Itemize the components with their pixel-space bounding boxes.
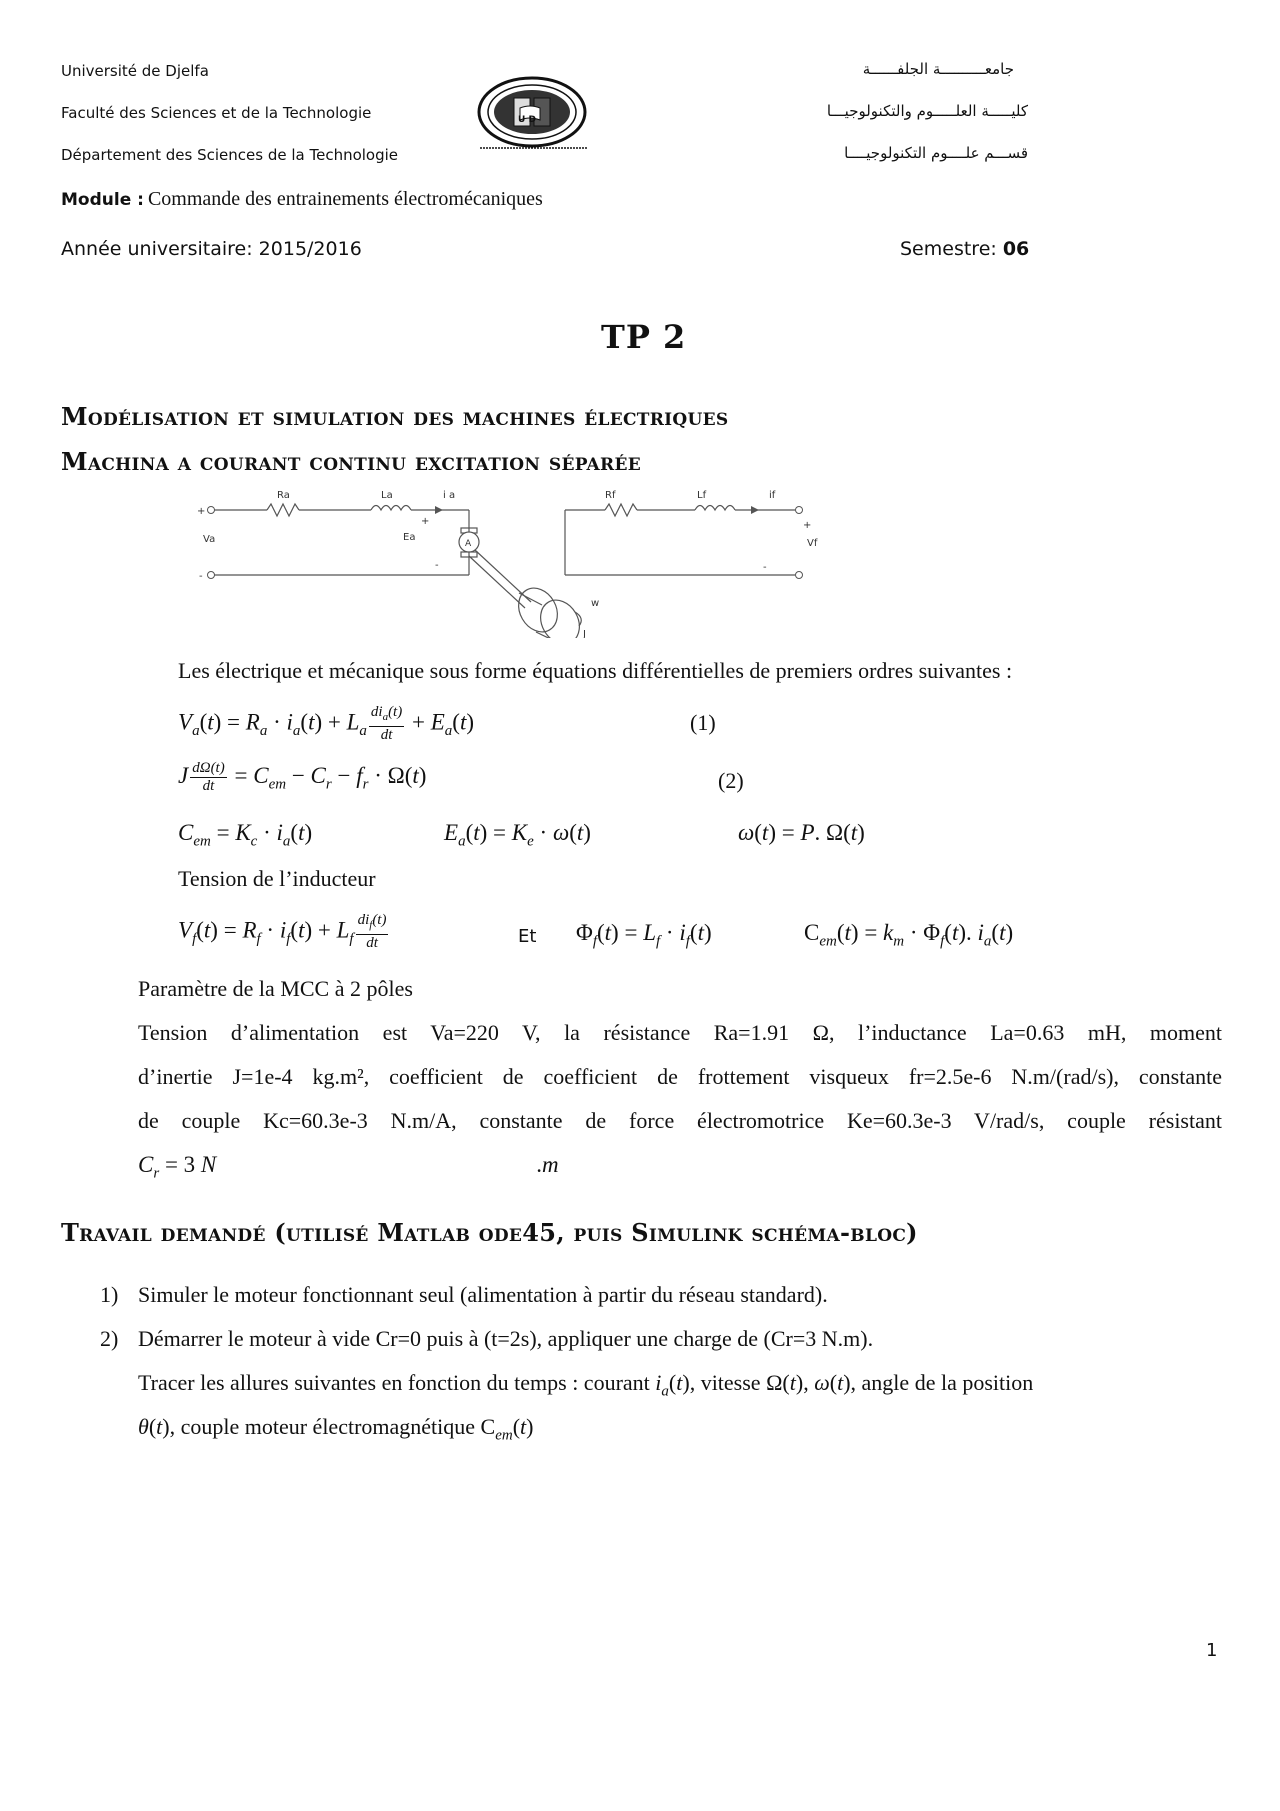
page-title: TP 2 <box>601 318 687 356</box>
equation-load-torque: $C_r = 3$ N .m <box>138 1152 559 1182</box>
trace-couple: , couple moteur électromagnétique <box>169 1414 476 1439</box>
semester <box>900 238 1029 260</box>
trace-instructions-continued: θ(t), couple moteur électromagnétique $C_{em}(t)$ <box>138 1414 534 1444</box>
arabic-department: قســـم علــــوم التكنولوجيــــا <box>844 144 1028 162</box>
university-logo <box>470 74 600 154</box>
minus-sign: - <box>199 571 203 582</box>
semester-value: 06 <box>1002 238 1030 260</box>
semester-label: Semestre: <box>900 238 997 260</box>
equation-emf: $E_a(t) = K_e \cdot \omega(t)$ <box>444 820 591 850</box>
plus-sign: + <box>197 506 206 517</box>
logo-letters: U D <box>518 115 536 125</box>
label-Va: Va <box>203 534 216 545</box>
page-number: 1 <box>1206 1640 1218 1661</box>
equation-number-1: (1) <box>690 710 716 735</box>
department-name: Département des Sciences de la Technologie <box>61 146 399 164</box>
trace-prefix: Tracer les allures suivantes en fonction du temps : courant <box>138 1370 650 1395</box>
parameters-line-1: Tension d’alimentation est Va=220 V, la résistance Ra=1.91 Ω, l’inductance La=0.63 mH, moment <box>138 1020 1222 1045</box>
faculty-name: Faculté des Sciences et de la Technologie <box>61 104 372 122</box>
equation-em-torque-flux: $C_{em}(t) = k_m \cdot \Phi_f(t)$. $i_a(t)$ <box>804 920 1014 950</box>
list-item-1: Simuler le moteur fonctionnant seul (alimentation à partir du réseau standard). <box>138 1282 828 1307</box>
trace-instructions: Tracer les allures suivantes en fonction du temps : courant $i_a(t)$, vitesse Ω(t), ω(t), angle de la position <box>138 1370 1034 1400</box>
equation-speed: ω(t) = P. Ω(t) <box>738 820 865 845</box>
arabic-university: جامعــــــــــة الجلفــــــة <box>862 60 1014 78</box>
minus-sign: - <box>435 560 439 571</box>
equation-torque: $C_{em} = K_c \cdot i_a(t)$ <box>178 820 313 850</box>
section-heading-modelisation: Modélisation et simulation des machines électriques <box>61 402 729 431</box>
label-Lf: Lf <box>697 490 707 501</box>
label-if: if <box>769 490 776 501</box>
label-A: A <box>465 539 472 549</box>
equation-number-2: (2) <box>718 768 744 793</box>
section-heading-work: Travail demandé (utilisé Matlab ode45, puis Simulink schéma-bloc) <box>61 1218 918 1247</box>
label-Ra: Ra <box>277 490 290 501</box>
module-line <box>61 188 543 211</box>
label-w: w <box>591 598 600 609</box>
module-label: Module : <box>61 190 144 210</box>
intro-text: Les électrique et mécanique sous forme équations différentielles de premiers ordres suivantes : <box>178 658 1013 683</box>
parameters-line-3: de couple Kc=60.3e-3 N.m/A, constante de force électromotrice Ke=60.3e-3 V/rad/s, couple résistant <box>138 1108 1222 1133</box>
trace-angle: , angle de la position <box>850 1370 1034 1395</box>
module-name: Commande des entrainements électromécaniques <box>147 188 543 210</box>
list-item-2: Démarrer le moteur à vide Cr=0 puis à (t=2s), appliquer une charge de (Cr=3 N.m). <box>138 1326 874 1351</box>
label-Rf: Rf <box>605 490 616 501</box>
plus-sign: + <box>803 520 812 531</box>
academic-year: Année universitaire: 2015/2016 <box>61 238 362 260</box>
dc-motor-circuit-diagram <box>195 480 835 638</box>
parameters-line-2: d’inertie J=1e-4 kg.m², coefficient de coefficient de frottement visqueux fr=2.5e-6 N.m/(rad/s), constante <box>138 1064 1222 1089</box>
et-connector: Et <box>518 926 537 947</box>
trace-vitesse: , vitesse <box>689 1370 761 1395</box>
minus-sign: - <box>763 562 767 573</box>
university-name: Université de Djelfa <box>61 62 209 80</box>
inductor-voltage-label: Tension de l’inducteur <box>178 866 376 891</box>
section-heading-machine: Machina a courant continu excitation séparée <box>61 447 641 476</box>
label-La: La <box>381 490 393 501</box>
label-ia: i a <box>443 490 456 501</box>
label-J: J <box>583 629 586 638</box>
arabic-faculty: كليـــــة العلـــــوم والتكنولوجيـــا <box>826 102 1028 120</box>
list-item-number: 2) <box>100 1326 119 1351</box>
plus-sign: + <box>421 516 430 527</box>
equation-flux: $\Phi_f(t) = L_f \cdot i_f(t)$ <box>576 920 712 950</box>
equation-field-voltage: $V_f(t) = R_f \cdot i_f(t) + L_f$ $\frac{di_f(t)}{dt}$ <box>178 912 387 951</box>
parameters-heading: Paramètre de la MCC à 2 pôles <box>138 976 413 1001</box>
equation-mechanical: J $\frac{d\Omega(t)}{dt}$ = $C_{em} - C_r - f_r \cdot \Omega(t)$ <box>178 760 427 794</box>
label-Ea: Ea <box>403 532 416 543</box>
label-Vf: Vf <box>807 538 818 549</box>
list-item-number: 1) <box>100 1282 119 1307</box>
equation-armature-voltage: $V_a(t) = R_a \cdot i_a(t) + L_a$ $\frac{di_a(t)}{dt}$ + $E_a(t)$ <box>178 704 475 743</box>
